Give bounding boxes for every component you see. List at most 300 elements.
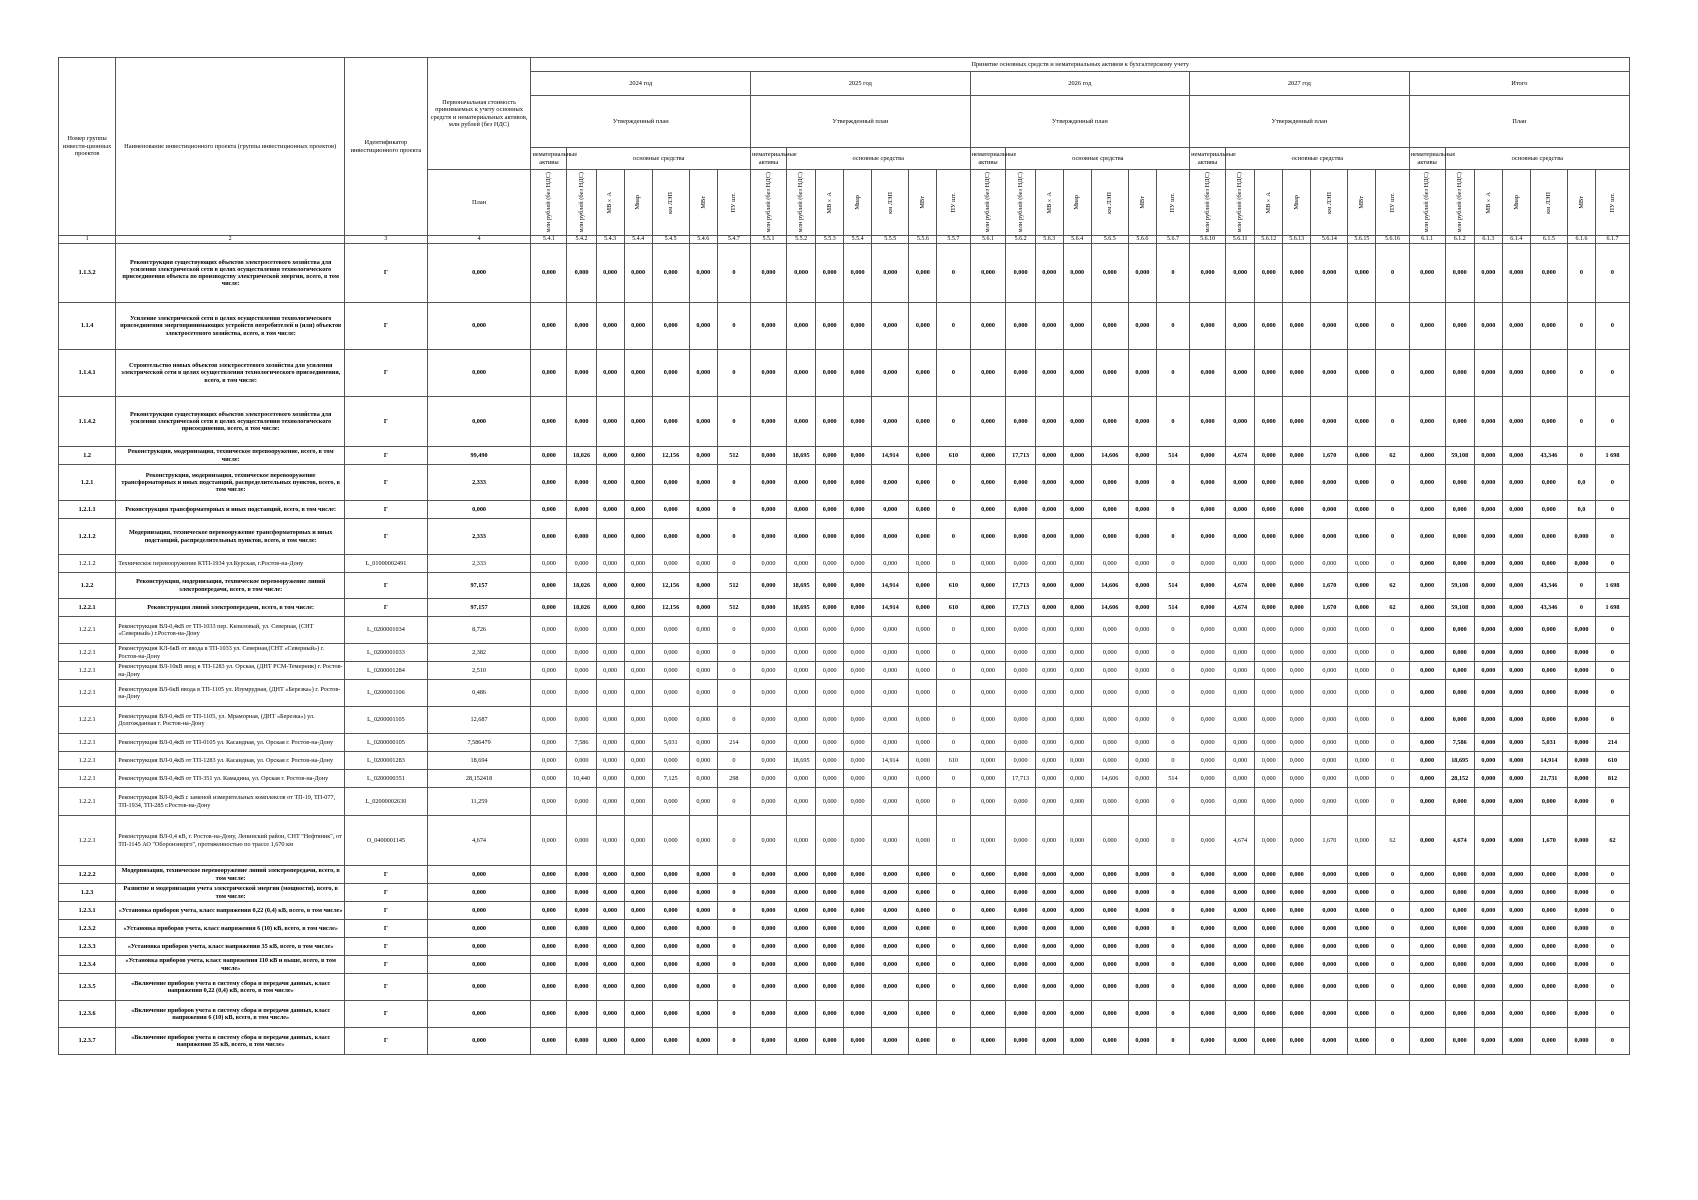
row-value: 0 [1376,938,1409,956]
row-initial-cost: 97,157 [427,573,531,599]
row-project-id: Г [345,884,428,902]
column-index: 6.1.4 [1502,236,1530,244]
unit-header-text: МВ×А [1265,191,1273,214]
row-value: 0,000 [1568,644,1596,662]
row-value: 0,000 [909,938,937,956]
row-value: 12,156 [652,447,689,465]
row-value: 0 [717,920,750,938]
row-value: 0 [1376,884,1409,902]
row-value: 0,000 [1255,734,1283,752]
row-value: 7,586 [567,734,596,752]
row-value: 0,000 [1530,920,1567,938]
row-value: 0 [1156,734,1189,752]
row-value: 0,000 [1502,501,1530,519]
row-value: 0 [717,974,750,1001]
row-value: 0,000 [567,680,596,707]
row-value: 0 [1568,573,1596,599]
row-value: 0,000 [1530,519,1567,555]
table-row [59,573,1630,599]
row-value: 0,000 [786,938,815,956]
row-value: 0,0 [1568,465,1596,501]
row-value: 0,000 [970,447,1006,465]
row-value: 0,000 [1255,465,1283,501]
row-value: 0,000 [1311,734,1348,752]
row-value: 0,000 [844,788,872,816]
row-value: 0,000 [909,884,937,902]
row-value: 0,000 [624,680,652,707]
unit-header [1063,170,1091,236]
row-value: 0 [717,617,750,644]
row-value: 0,000 [596,707,624,734]
row-value: 0,000 [1474,920,1502,938]
row-value: 0,000 [786,662,815,680]
row-value: 0 [717,397,750,447]
unit-header-text: млн рублей (без НДС) [1236,172,1244,233]
unit-header-text: МВт [919,196,927,209]
row-value: 0,000 [970,397,1006,447]
row-value: 0,000 [1311,680,1348,707]
row-value: 0,000 [751,397,787,447]
row-value: 0,000 [1474,788,1502,816]
header-project-name: Наименование инвестиционного проекта (группы инвестиционных проектов) [116,58,345,236]
row-value: 0,000 [1091,707,1128,734]
row-value: 0,000 [1311,644,1348,662]
row-value: 0,000 [1474,752,1502,770]
row-value: 0,000 [786,680,815,707]
row-value: 0,000 [689,662,717,680]
row-value: 0,000 [872,920,909,938]
row-value: 0,000 [1409,303,1445,350]
row-value: 0,000 [1255,920,1283,938]
row-value: 0 [717,350,750,397]
row-value: 0,000 [751,599,787,617]
row-value: 298 [717,770,750,788]
row-value: 610 [937,599,970,617]
row-value: 0,000 [652,519,689,555]
row-value: 0,000 [1255,447,1283,465]
row-value: 62 [1376,599,1409,617]
row-group-number: 1.2.2.1 [59,788,116,816]
row-value: 0,000 [1226,662,1255,680]
row-value: 0,000 [1190,1028,1226,1055]
row-value: 0,000 [1348,974,1376,1001]
row-project-id: L_0200001106 [345,680,428,707]
row-value: 0,000 [1035,974,1063,1001]
row-value: 0 [1156,617,1189,644]
row-group-number: 1.2.3.2 [59,920,116,938]
column-index: 5.4.2 [567,236,596,244]
row-value: 0,000 [1190,555,1226,573]
row-value: 0 [1376,1001,1409,1028]
row-value: 0,000 [1530,397,1567,447]
row-value: 0,000 [1006,303,1035,350]
row-value: 0,000 [909,902,937,920]
row-value: 0,000 [1063,938,1091,956]
row-value: 0,000 [531,788,567,816]
row-value: 0,000 [1474,680,1502,707]
row-value: 0,000 [1063,866,1091,884]
row-value: 0,000 [816,644,844,662]
row-value: 0,000 [1190,770,1226,788]
row-value: 0,000 [751,1028,787,1055]
row-value: 0,000 [970,920,1006,938]
year-header: 2025 год [751,72,971,96]
row-value: 0,000 [1035,662,1063,680]
row-initial-cost: 0,486 [427,680,531,707]
row-value: 0,000 [1226,465,1255,501]
row-value: 0,000 [624,788,652,816]
row-value: 0,000 [1226,734,1255,752]
row-value: 0,000 [624,734,652,752]
row-value: 0,000 [1063,1001,1091,1028]
row-value: 0,000 [531,644,567,662]
row-value: 0,000 [624,956,652,974]
row-value: 0,000 [1568,920,1596,938]
row-project-name: Реконструкция ВЛ-0,4кВ от ТП-0105 ул. Касандная, ул. Орская г. Ростов-на-Дону [116,734,345,752]
row-value: 0,000 [872,788,909,816]
row-value: 0,000 [1474,599,1502,617]
unit-header [1226,170,1255,236]
row-value: 214 [1595,734,1629,752]
row-value: 0,000 [596,974,624,1001]
row-value: 0,000 [1530,617,1567,644]
row-group-number: 1.2.2.1 [59,752,116,770]
row-value: 0,000 [531,303,567,350]
row-value: 0,000 [970,1001,1006,1028]
row-value: 0,000 [1190,465,1226,501]
row-value: 0,000 [909,866,937,884]
row-initial-cost: 2,510 [427,662,531,680]
row-value: 0,000 [624,519,652,555]
row-value: 0,000 [652,397,689,447]
row-group-number: 1.2.1.2 [59,519,116,555]
row-value: 0,000 [844,465,872,501]
row-value: 0,000 [1063,752,1091,770]
row-value: 0,000 [909,644,937,662]
row-value: 0,000 [1226,884,1255,902]
row-value: 0 [1156,788,1189,816]
row-value: 0,000 [652,938,689,956]
row-value: 514 [1156,447,1189,465]
row-value: 0,000 [786,956,815,974]
row-value: 0,000 [1502,303,1530,350]
row-group-number: 1.1.4.2 [59,397,116,447]
row-value: 0,000 [970,1028,1006,1055]
unit-header-text: Мвар [634,195,642,210]
row-value: 0,000 [816,555,844,573]
row-value: 0,000 [567,816,596,866]
row-value: 0,000 [1063,573,1091,599]
column-index: 5.6.14 [1311,236,1348,244]
column-index: 5.6.16 [1376,236,1409,244]
header-plan: План [427,170,531,236]
unit-header [717,170,750,236]
row-value: 0 [1376,752,1409,770]
row-value: 0,000 [786,519,815,555]
row-value: 0,000 [1445,501,1474,519]
row-value: 1 698 [1595,447,1629,465]
unit-header [1568,170,1596,236]
row-value: 0,000 [816,501,844,519]
row-value: 0,000 [1283,938,1311,956]
row-value: 0,000 [1568,902,1596,920]
row-value: 0,000 [531,617,567,644]
column-index: 5.4.4 [624,236,652,244]
row-value: 0,000 [816,573,844,599]
row-value: 0,000 [1035,734,1063,752]
row-value: 0,000 [970,555,1006,573]
row-value: 0 [717,244,750,303]
row-value: 0,000 [816,519,844,555]
row-value: 0,000 [1091,303,1128,350]
row-value: 0,000 [970,956,1006,974]
row-value: 0,000 [1063,350,1091,397]
row-value: 0,000 [786,974,815,1001]
row-value: 0 [1595,555,1629,573]
row-value: 0,000 [689,938,717,956]
row-value: 0 [1595,617,1629,644]
row-value: 18,695 [786,752,815,770]
row-value: 0 [1376,788,1409,816]
unit-header [872,170,909,236]
row-value: 0 [1376,866,1409,884]
row-value: 0,000 [1255,680,1283,707]
row-value: 0,000 [1091,244,1128,303]
row-value: 0,000 [1255,303,1283,350]
column-index: 6.1.2 [1445,236,1474,244]
row-value: 0,000 [1502,707,1530,734]
row-value: 0,000 [1348,465,1376,501]
row-value: 0,000 [1348,866,1376,884]
column-index: 2 [116,236,345,244]
row-initial-cost: 0,000 [427,956,531,974]
row-project-id: L_0200000105 [345,734,428,752]
row-value: 0,000 [1035,244,1063,303]
row-value: 0,000 [844,397,872,447]
row-project-name: Реконструкция, модернизация, техническое перевооружение трансформаторных и иных подстанций, распределительных пунктов, всего, в том числе: [116,465,345,501]
row-value: 0 [937,397,970,447]
row-initial-cost: 0,000 [427,397,531,447]
row-value: 0,000 [1190,573,1226,599]
row-value: 12,156 [652,599,689,617]
table-row [59,662,1630,680]
row-value: 0,000 [531,974,567,1001]
row-value: 0,000 [1445,350,1474,397]
row-value: 0,000 [1255,1028,1283,1055]
row-value: 0 [1595,465,1629,501]
row-value: 0,000 [816,884,844,902]
row-value: 0,000 [970,599,1006,617]
row-value: 0,000 [751,752,787,770]
row-value: 0,000 [872,662,909,680]
row-value: 0,000 [1006,707,1035,734]
row-value: 0,000 [1502,350,1530,397]
unit-header-text: км ЛЭП [1106,191,1114,214]
row-group-number: 1.2.2.1 [59,707,116,734]
row-value: 0,000 [872,1001,909,1028]
row-value: 0 [937,956,970,974]
row-value: 0,000 [1348,1028,1376,1055]
table-row [59,680,1630,707]
row-value: 0,000 [872,956,909,974]
row-project-id: L_0200001284 [345,662,428,680]
row-value: 0,000 [1445,465,1474,501]
row-value: 0 [1595,707,1629,734]
row-project-id: Г [345,956,428,974]
row-value: 0,000 [531,244,567,303]
unit-header-text: МВ×А [606,191,614,214]
row-value: 0,000 [909,1001,937,1028]
row-value: 514 [1156,770,1189,788]
row-value: 0,000 [1474,956,1502,974]
row-value: 0,000 [652,350,689,397]
row-value: 0,000 [1006,884,1035,902]
row-value: 0,000 [1006,617,1035,644]
row-project-id: O_0400001145 [345,816,428,866]
row-value: 0,000 [1445,884,1474,902]
row-value: 0,000 [1128,447,1156,465]
row-value: 0,000 [1128,956,1156,974]
row-value: 0,000 [567,519,596,555]
row-value: 0,000 [531,707,567,734]
row-value: 0,000 [1128,1001,1156,1028]
row-value: 0,000 [1283,599,1311,617]
row-value: 0,000 [1445,956,1474,974]
row-value: 0,000 [1530,465,1567,501]
row-value: 0,000 [1226,788,1255,816]
row-value: 0,000 [1348,788,1376,816]
row-initial-cost: 0,000 [427,1001,531,1028]
row-value: 0,000 [816,350,844,397]
row-value: 0,000 [1035,617,1063,644]
row-value: 0 [1156,662,1189,680]
row-value: 0,000 [1409,770,1445,788]
row-value: 0,000 [1474,519,1502,555]
row-value: 0,000 [1063,244,1091,303]
row-value: 0 [937,974,970,1001]
row-value: 0,000 [531,884,567,902]
row-value: 0,000 [786,617,815,644]
row-value: 0,000 [1311,465,1348,501]
row-value: 0,000 [1474,447,1502,465]
row-value: 0,000 [1035,519,1063,555]
row-initial-cost: 11,259 [427,788,531,816]
row-value: 0,000 [624,644,652,662]
unit-header-text: ПУ шт. [949,192,957,213]
row-value: 0,000 [751,770,787,788]
row-value: 0,000 [1091,617,1128,644]
row-value: 0,000 [970,573,1006,599]
row-value: 0 [1156,303,1189,350]
row-value: 21,731 [1530,770,1567,788]
row-value: 0,000 [1255,397,1283,447]
row-value: 0,000 [652,465,689,501]
row-value: 0,000 [1530,938,1567,956]
row-value: 0,000 [1348,303,1376,350]
row-value: 0,000 [1311,519,1348,555]
row-project-name: Реконструкция существующих объектов электросетевого хозяйства для усиления электрической сети в целях осуществления технологического присоединения, всего, в том числе: [116,397,345,447]
row-value: 0 [1376,644,1409,662]
row-project-id: Г [345,519,428,555]
row-value: 0 [1595,662,1629,680]
row-value: 0,000 [1474,555,1502,573]
row-value: 0,000 [872,866,909,884]
row-value: 0,000 [1474,938,1502,956]
row-value: 0,000 [1409,465,1445,501]
intangible-assets-header: нематериальные активы [970,148,1006,170]
row-value: 0,000 [1226,555,1255,573]
row-value: 18,695 [786,599,815,617]
row-value: 0 [1156,956,1189,974]
row-value: 0,000 [1409,447,1445,465]
row-value: 0,000 [872,617,909,644]
row-value: 0,000 [1128,788,1156,816]
row-value: 4,674 [1226,573,1255,599]
row-value: 0 [1156,816,1189,866]
row-value: 0,000 [1445,920,1474,938]
unit-header-text: МВ×А [1045,191,1053,214]
row-value: 0,000 [1474,662,1502,680]
year-header: 2026 год [970,72,1190,96]
row-value: 0,000 [1190,920,1226,938]
row-project-name: Реконструкция ВЛ-0,4кВ с заменой измерительных комплексов от ТП-19, ТП-077, ТП-1934, ТП-285 г.Ростов-на-Дону [116,788,345,816]
row-value: 0,000 [1128,501,1156,519]
row-value: 0,000 [531,519,567,555]
row-value: 0,000 [1006,866,1035,884]
row-value: 0,000 [1445,707,1474,734]
row-value: 0,000 [1502,974,1530,1001]
column-index: 5.5.5 [872,236,909,244]
row-value: 0,000 [1311,920,1348,938]
row-value: 0,000 [596,1001,624,1028]
row-value: 0,000 [786,350,815,397]
intangible-assets-header: нематериальные активы [1409,148,1445,170]
row-value: 0,000 [1006,974,1035,1001]
table-row [59,555,1630,573]
row-value: 0,000 [1530,884,1567,902]
row-value: 0,000 [786,555,815,573]
row-value: 0,000 [567,501,596,519]
unit-header [1376,170,1409,236]
row-value: 0,000 [1348,573,1376,599]
row-value: 0,000 [816,788,844,816]
row-value: 0,000 [970,788,1006,816]
row-value: 0,000 [1502,788,1530,816]
unit-header-text: Мвар [1293,195,1301,210]
row-value: 0,000 [816,465,844,501]
row-value: 0,000 [1530,244,1567,303]
row-value: 0,000 [1063,956,1091,974]
row-group-number: 1.2.2.1 [59,599,116,617]
row-value: 0,000 [1474,303,1502,350]
row-value: 0,000 [816,938,844,956]
row-value: 7,586 [1445,734,1474,752]
row-value: 0,000 [872,884,909,902]
row-group-number: 1.2.1.1 [59,501,116,519]
row-value: 0,000 [1190,734,1226,752]
row-value: 0,000 [1568,788,1596,816]
row-value: 1,670 [1311,447,1348,465]
row-initial-cost: 8,726 [427,617,531,644]
row-value: 0,000 [872,501,909,519]
row-value: 0,000 [1255,350,1283,397]
unit-header-text: млн рублей (без НДС) [1203,172,1211,233]
row-value: 0,000 [1445,1001,1474,1028]
row-value: 0,000 [1348,501,1376,519]
row-value: 0,000 [1128,752,1156,770]
row-value: 0,000 [1568,707,1596,734]
row-value: 0 [717,816,750,866]
